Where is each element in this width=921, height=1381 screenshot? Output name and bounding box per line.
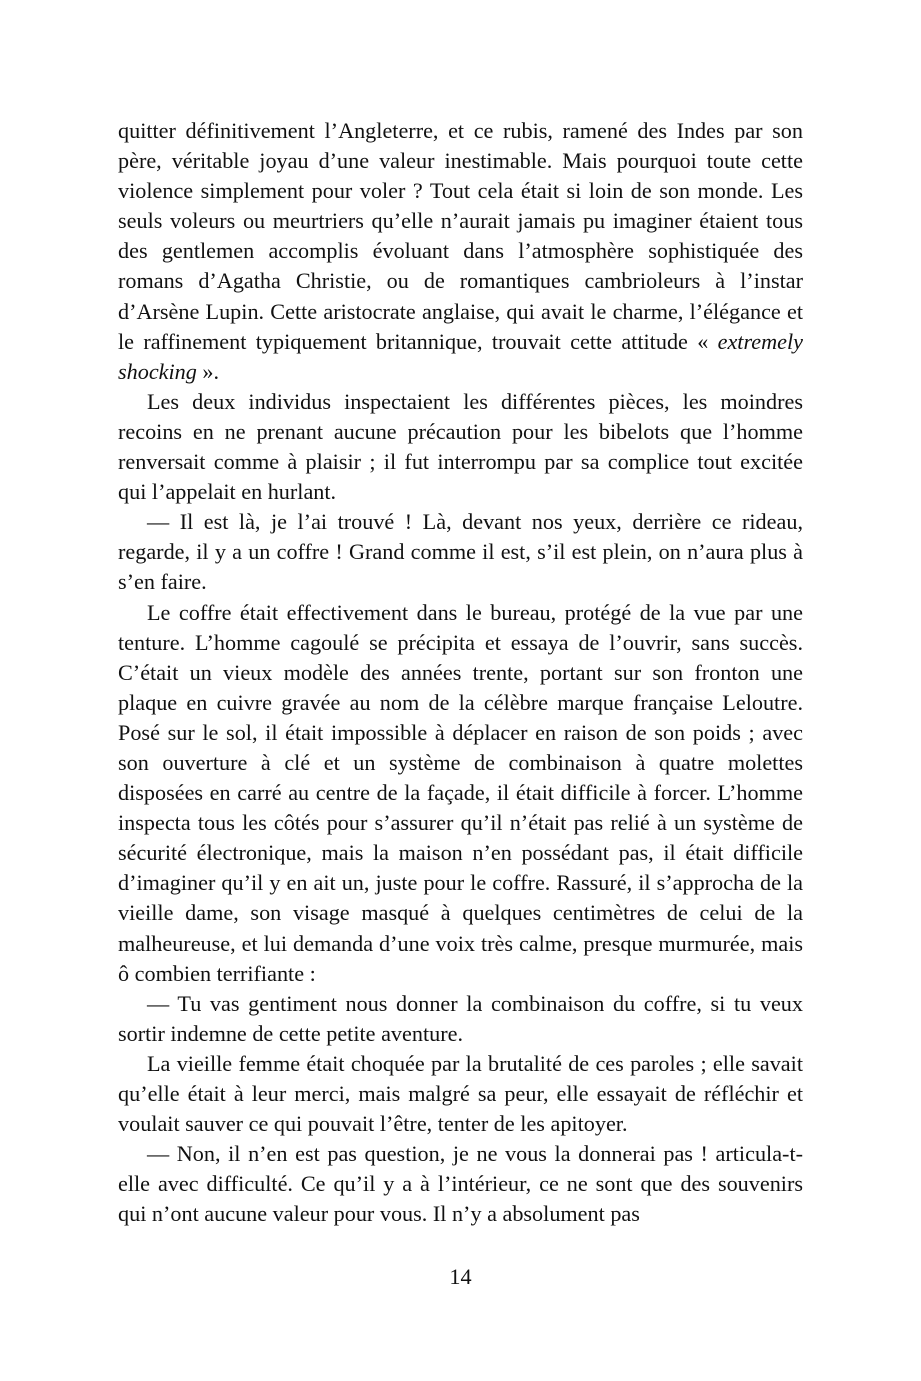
paragraph-1 — [118, 116, 803, 387]
paragraph-5-dialogue: — Tu vas gentiment nous donner la combinaison du coffre, si tu veux sortir indemne de cette petite aventure. — [118, 990, 803, 1046]
paragraph-7-dialogue: — Non, il n’en est pas question, je ne vous la donnerai pas ! articula-t-elle avec difficulté. Ce qu’il y a à l’intérieur, ce ne sont que des souvenirs qui n’ont aucune valeur pour vous. Il n’y a absolument pas — [118, 1141, 803, 1227]
paragraph-1-text-end: ». — [196, 358, 220, 384]
page-number: 14 — [449, 1264, 472, 1289]
paragraph-2: Les deux individus inspectaient les différentes pièces, les moindres recoins en ne prenant aucune précaution pour les bibelots que l’homme renversait comme à plaisir ; il fut interrompu par sa complice tout excitée qui l’appelait en hurlant. — [118, 388, 803, 505]
paragraph-3-dialogue: — Il est là, je l’ai trouvé ! Là, devant nos yeux, derrière ce rideau, regarde, il y a un coffre ! Grand comme il est, s’il est plein, on n’aura plus à s’en faire. — [118, 509, 803, 595]
paragraph-1-text: quitter définitivement l’Angleterre, et ce rubis, ramené des Indes par son père, véritable joyau d’une valeur inestimable. Mais pourquoi toute cette violence simplement pour voler ? Tout cela était si loin de son monde. Les seuls voleurs ou meurtriers qu’elle n’aurait jamais pu imaginer étaient tous des gentlemen accomplis évoluant dans l’atmosphère sophistiquée des romans d’Agatha Christie, ou de romantiques cambrioleurs à l’instar d’Arsène Lupin. Cette aristocrate anglaise, qui avait le charme, l’élégance et le raffinement typiquement britannique, trouvait cette attitude « — [118, 118, 803, 354]
paragraph-6: La vieille femme était choquée par la brutalité de ces paroles ; elle savait qu’elle était à leur merci, mais malgré sa peur, elle essayait de réfléchir et voulait sauver ce qui pouvait l’être, tenter de les apitoyer. — [118, 1050, 803, 1137]
paragraph-1-italic-phrase: extremely shocking — [118, 328, 803, 384]
paragraph-4: Le coffre était effectivement dans le bureau, protégé de la vue par une tenture. L’homme cagoulé se précipita et essaya de l’ouvrir, sans succès. C’était un vieux modèle des années trente, portant sur son fronton une plaque en cuivre gravée au nom de la célèbre marque française Leloutre. Posé sur le sol, il était impossible à déplacer en raison de son poids ; avec son ouverture à clé et un système de combinaison à quatre molettes disposées en carré au centre de la façade, il était difficile à forcer. L’homme inspecta tous les côtés pour s’assurer qu’il n’était pas relié à un système de sécurité électronique, mais la maison n’en possédant pas, il était difficile d’imaginer qu’il y en ait un, juste pour le coffre. Rassuré, il s’approcha de la vieille dame, son visage masqué à quelques centimètres de celui de la malheureuse, et lui demanda d’une voix très calme, presque murmurée, mais ô combien terrifiante : — [118, 599, 803, 986]
page-body — [118, 116, 803, 1229]
